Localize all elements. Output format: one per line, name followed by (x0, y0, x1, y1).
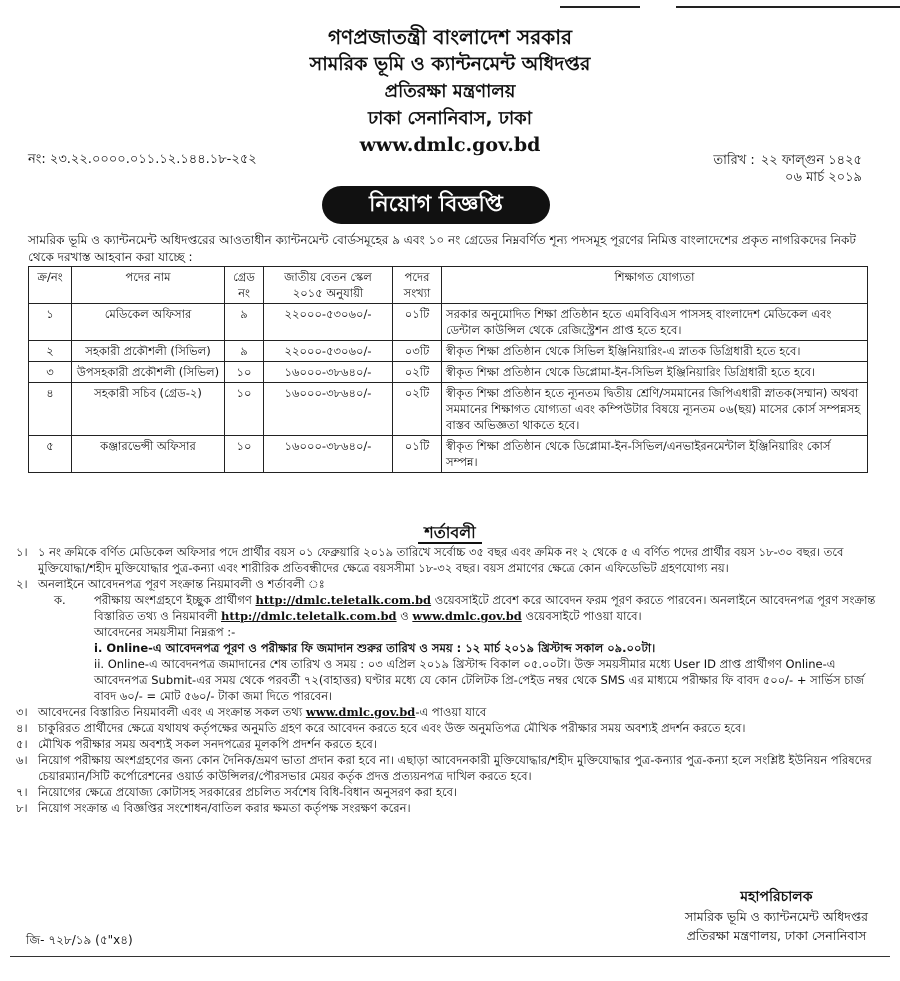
table-header-row (29, 267, 868, 304)
grade-cell: ৯ (225, 304, 264, 341)
grade-cell: ১০ (225, 383, 264, 436)
term-number: ৫। (16, 737, 28, 751)
count-cell: ০২টি (393, 383, 442, 436)
top-rule-right (676, 0, 900, 8)
terms-heading (0, 520, 900, 547)
scale-cell: ১৬০০০-৩৮৬৪০/- (264, 436, 393, 473)
count-cell: ০৩টি (393, 341, 442, 362)
list-item (16, 544, 876, 576)
department-name: সামরিক ভূমি ও ক্যান্টনমেন্ট অধিদপ্তর (309, 53, 591, 75)
table-row (29, 362, 868, 383)
serial-cell: ২ (29, 341, 72, 362)
dmlc-link-2[interactable]: www.dmlc.gov.bd (305, 705, 416, 719)
text-fragment: ওয়েবসাইটে প্রবেশ করে আবেদন ফরম পূরণ করতে পারবেন। অনলাইনে আবেদনপত্র পূরণ সংক্রান্ত বিস্তারিত তথ্য ও নিয়মাবলী (94, 593, 876, 623)
list-item (16, 576, 876, 592)
dmlc-link[interactable]: www.dmlc.gov.bd (412, 609, 522, 623)
qualification-cell: স্বীকৃত শিক্ষা প্রতিষ্ঠান থেকে ডিপ্লোমা-ইন-সিভিল/এনভাইরনমেন্টাল ইঞ্জিনিয়ারিং কোর্স সম্পন্ন। (442, 436, 868, 473)
memo-number: নং: ২৩.২২.০০০০.০১১.১২.১৪৪.১৮-২৫২ (28, 152, 257, 167)
list-item (16, 800, 876, 816)
scale-cell: ১৬০০০-৩৮৬৪০/- (264, 362, 393, 383)
notice-banner: নিয়োগ বিজ্ঞপ্তি (322, 186, 550, 224)
term-text: চাকুরিরত প্রার্থীদের ক্ষেত্রে যথাযথ কর্তৃপক্ষের অনুমতি গ্রহণ করে আবেদন করতে হবে এবং উক্ত অনুমতিপত্র মৌখিক পরীক্ষার সময় অবশ্যই প্রদর্শন করতে হবে। (38, 721, 746, 735)
date-label: তারিখ : (713, 153, 755, 168)
col-serial: ক্র/নং (29, 267, 72, 304)
term-number: ৪। (16, 721, 28, 735)
qualification-cell: স্বীকৃত শিক্ষা প্রতিষ্ঠান থেকে সিভিল ইঞ্জিনিয়ারিং-এ স্নাতক ডিগ্রিধারী হতে হবে। (442, 341, 868, 362)
qualification-cell: স্বীকৃত শিক্ষা প্রতিষ্ঠান হতে ন্যূনতম দ্বিতীয় শ্রেণি/সমমানের জিপিএধারী স্নাতক(সম্মান) অথবা সমমানের শিক্ষাগত যোগ্যতা এবং কম্পিউটার বিষয়ে ন্যূনতম ০৬(ছয়) মাসের কোর্স সম্পন্নসহ বাস্তব অভিজ্ঞতা থাকতে হবে। (442, 383, 868, 436)
post-cell: কঞ্জারভেন্সী অফিসার (72, 436, 225, 473)
terms-list (16, 544, 876, 816)
scale-cell: ২২০০০-৫৩০৬০/- (264, 341, 393, 362)
deadline-end: ii. Online-এ আবেদনপত্র জমাদানের শেষ তারিখ ও সময় : ০৩ এপ্রিল ২০১৯ খ্রিস্টাব্দ বিকাল ০৫.০০টা। উক্ত সময়সীমার মধ্যে User ID প্রাপ্ত প্রার্থীগণ Online-এ আবেদনপত্র Submit-এর সময় থেকে পরবর্তী ৭২(বাহাত্তর) ঘণ্টার মধ্যে যে কোন টেলিটক প্রি-পেইড নম্বর থেকে SMS এর মাধ্যমে পরীক্ষার ফি বাবদ ৫০০/- + সার্ভিস চার্জ বাবদ ৬০/- = মোট ৫৬০/- টাকা জমা দিতে পারবেন। (94, 657, 865, 703)
text-fragment: আবেদনের বিস্তারিত নিয়মাবলী এবং এ সংক্রান্ত সকল তথ্য (38, 705, 303, 719)
term-number: ১। (16, 545, 28, 559)
sub-item (38, 592, 876, 704)
list-item (16, 704, 876, 720)
sub-item-text (94, 592, 876, 704)
publication-code: জি- ৭২৮/১৯ (৫"x৪) (26, 933, 133, 947)
term-text: অনলাইনে আবেদনপত্র পূরণ সংক্রান্ত নিয়মাবলী ও শর্তাবলী ঃ (38, 577, 325, 591)
serial-cell: ৩ (29, 362, 72, 383)
table-row (29, 341, 868, 362)
sub-item-number: ক. (54, 593, 66, 607)
table-row (29, 436, 868, 473)
terms-title: শর্তাবলী (418, 523, 482, 544)
scale-cell: ১৬০০০-৩৮৬৪০/- (264, 383, 393, 436)
col-scale: জাতীয় বেতন স্কেল ২০১৫ অনুযায়ী (264, 267, 393, 304)
text-fragment: পরীক্ষায় অংশগ্রহণে ইচ্ছুক প্রার্থীগণ (94, 593, 252, 607)
qualification-cell: স্বীকৃত শিক্ষা প্রতিষ্ঠান থেকে ডিপ্লোমা-ইন-সিভিল ইঞ্জিনিয়ারিং ডিগ্রিধারী হতে হবে। (442, 362, 868, 383)
list-item (16, 736, 876, 752)
term-number: ৩। (16, 705, 28, 719)
post-cell: সহকারী সচিব (গ্রেড-২) (72, 383, 225, 436)
list-item (16, 720, 876, 736)
table-row (29, 304, 868, 341)
list-item (16, 784, 876, 800)
date-bangla: ২২ ফাল্গুন ১৪২৫ (760, 153, 862, 168)
date-english: ০৬ মার্চ ২০১৯ (785, 170, 862, 185)
signature-block (685, 888, 868, 945)
grade-cell: ১০ (225, 436, 264, 473)
post-cell: মেডিকেল অফিসার (72, 304, 225, 341)
ministry-name: প্রতিরক্ষা মন্ত্রণালয় (384, 81, 516, 102)
text-fragment: ওয়েবসাইটে পাওয়া যাবে। (525, 609, 642, 623)
term-number: ৬। (16, 753, 28, 767)
bottom-rule (10, 956, 890, 957)
count-cell: ০১টি (393, 436, 442, 473)
term-number: ২। (16, 577, 28, 591)
deadline-start: i. Online-এ আবেদনপত্র পূরণ ও পরীক্ষার ফি জমাদান শুরুর তারিখ ও সময় : ১২ মার্চ ২০১৯ খ্রিস্টাব্দ সকাল ০৯.০০টা। (94, 641, 656, 655)
teletalk-link-2[interactable]: http://dmlc.teletalk.com.bd (220, 609, 397, 623)
count-cell: ০১টি (393, 304, 442, 341)
website-link[interactable]: www.dmlc.gov.bd (359, 134, 541, 156)
col-post: পদের নাম (72, 267, 225, 304)
teletalk-link[interactable]: http://dmlc.teletalk.com.bd (255, 593, 432, 607)
signatory-office: প্রতিরক্ষা মন্ত্রণালয়, ঢাকা সেনানিবাস (686, 928, 867, 943)
grade-cell: ৯ (225, 341, 264, 362)
issue-date (713, 152, 862, 186)
text-fragment: ও (400, 609, 409, 623)
term-text: নিয়োগের ক্ষেত্রে প্রযোজ্য কোটাসহ সরকারের প্রচলিত সর্বশেষ বিধি-বিধান অনুসরণ করা হবে। (38, 785, 458, 799)
col-grade: গ্রেড নং (225, 267, 264, 304)
letterhead (0, 24, 900, 159)
signatory-dept: সামরিক ভূমি ও ক্যান্টনমেন্ট অধিদপ্তর (684, 909, 868, 924)
qualification-cell: সরকার অনুমোদিত শিক্ষা প্রতিষ্ঠান হতে এমবিবিএস পাসসহ বাংলাদেশ মেডিকেল এবং ডেন্টাল কাউন্সিল থেকে রেজিস্ট্রেশন প্রাপ্ত হতে হবে। (442, 304, 868, 341)
govt-name: গণপ্রজাতন্ত্রী বাংলাদেশ সরকার (328, 25, 572, 49)
location: ঢাকা সেনানিবাস, ঢাকা (368, 108, 532, 129)
serial-cell: ১ (29, 304, 72, 341)
top-rule-left (560, 0, 640, 8)
vacancy-table (28, 266, 868, 473)
text-fragment: -এ পাওয়া যাবে (415, 705, 487, 719)
term-text: ১ নং ক্রমিকে বর্ণিত মেডিকেল অফিসার পদে প্রার্থীর বয়স ০১ ফেব্রুয়ারি ২০১৯ তারিখে সর্বোচ্চ ৩৫ বছর এবং ক্রমিক নং ২ থেকে ৫ এ বর্ণিত পদের প্রার্থীর বয়স ১৮-৩০ বছর। তবে মুক্তিযোদ্ধা/শহীদ মুক্তিযোদ্ধার পুত্র-কন্যা এবং শারীরিক প্রতিবন্ধীদের ক্ষেত্রে বয়সসীমা ১৮-৩২ বছর। বয়স প্রমাণের ক্ষেত্রে কোন এফিডেভিট গ্রহণযোগ্য নয়। (38, 545, 844, 575)
term-text: নিয়োগ পরীক্ষায় অংশগ্রহণের জন্য কোন দৈনিক/ভ্রমণ ভাতা প্রদান করা হবে না। এছাড়া আবেদনকারী মুক্তিযোদ্ধার/শহীদ মুক্তিযোদ্ধার পুত্র-কন্যার পুত্র-কন্যা হলে সংশ্লিষ্ট ইউনিয়ন পরিষদের চেয়ারম্যান/সিটি কর্পোরেশনের ওয়ার্ড কাউন্সিলর/পৌরসভার মেয়র কর্তৃক প্রদত্ত প্রত্যয়নপত্র দাখিল করতে হবে। (38, 753, 872, 783)
term-number: ৭। (16, 785, 28, 799)
serial-cell: ৫ (29, 436, 72, 473)
post-cell: সহকারী প্রকৌশলী (সিভিল) (72, 341, 225, 362)
grade-cell: ১০ (225, 362, 264, 383)
scale-cell: ২২০০০-৫৩০৬০/- (264, 304, 393, 341)
col-qualification: শিক্ষাগত যোগ্যতা (442, 267, 868, 304)
col-count: পদের সংখ্যা (393, 267, 442, 304)
term-text (38, 704, 876, 720)
intro-text: সামরিক ভূমি ও ক্যান্টনমেন্ট অধিদপ্তরের আওতাধীন ক্যান্টনমেন্ট বোর্ডসমূহের ৯ এবং ১০ নং গ্রেডের নিম্নবর্ণিত শূন্য পদসমূহ পূরণের নিমিত্ত বাংলাদেশের প্রকৃত নাগরিকদের নিকট থেকে দরখাস্ত আহবান করা যাচ্ছে : (28, 233, 856, 264)
serial-cell: ৪ (29, 383, 72, 436)
list-item (16, 752, 876, 784)
term-text: মৌখিক পরীক্ষার সময় অবশ্যই সকল সনদপত্রের মূলকপি প্রদর্শন করতে হবে। (38, 737, 377, 751)
post-cell: উপসহকারী প্রকৌশলী (সিভিল) (72, 362, 225, 383)
table-row (29, 383, 868, 436)
term-text: নিয়োগ সংক্রান্ত এ বিজ্ঞপ্তির সংশোধন/বাতিল করার ক্ষমতা কর্তৃপক্ষ সংরক্ষণ করেন। (38, 801, 411, 815)
deadline-heading: আবেদনের সময়সীমা নিম্নরূপ :- (94, 625, 236, 639)
signatory-title: মহাপরিচালক (740, 889, 813, 905)
term-number: ৮। (16, 801, 28, 815)
count-cell: ০২টি (393, 362, 442, 383)
